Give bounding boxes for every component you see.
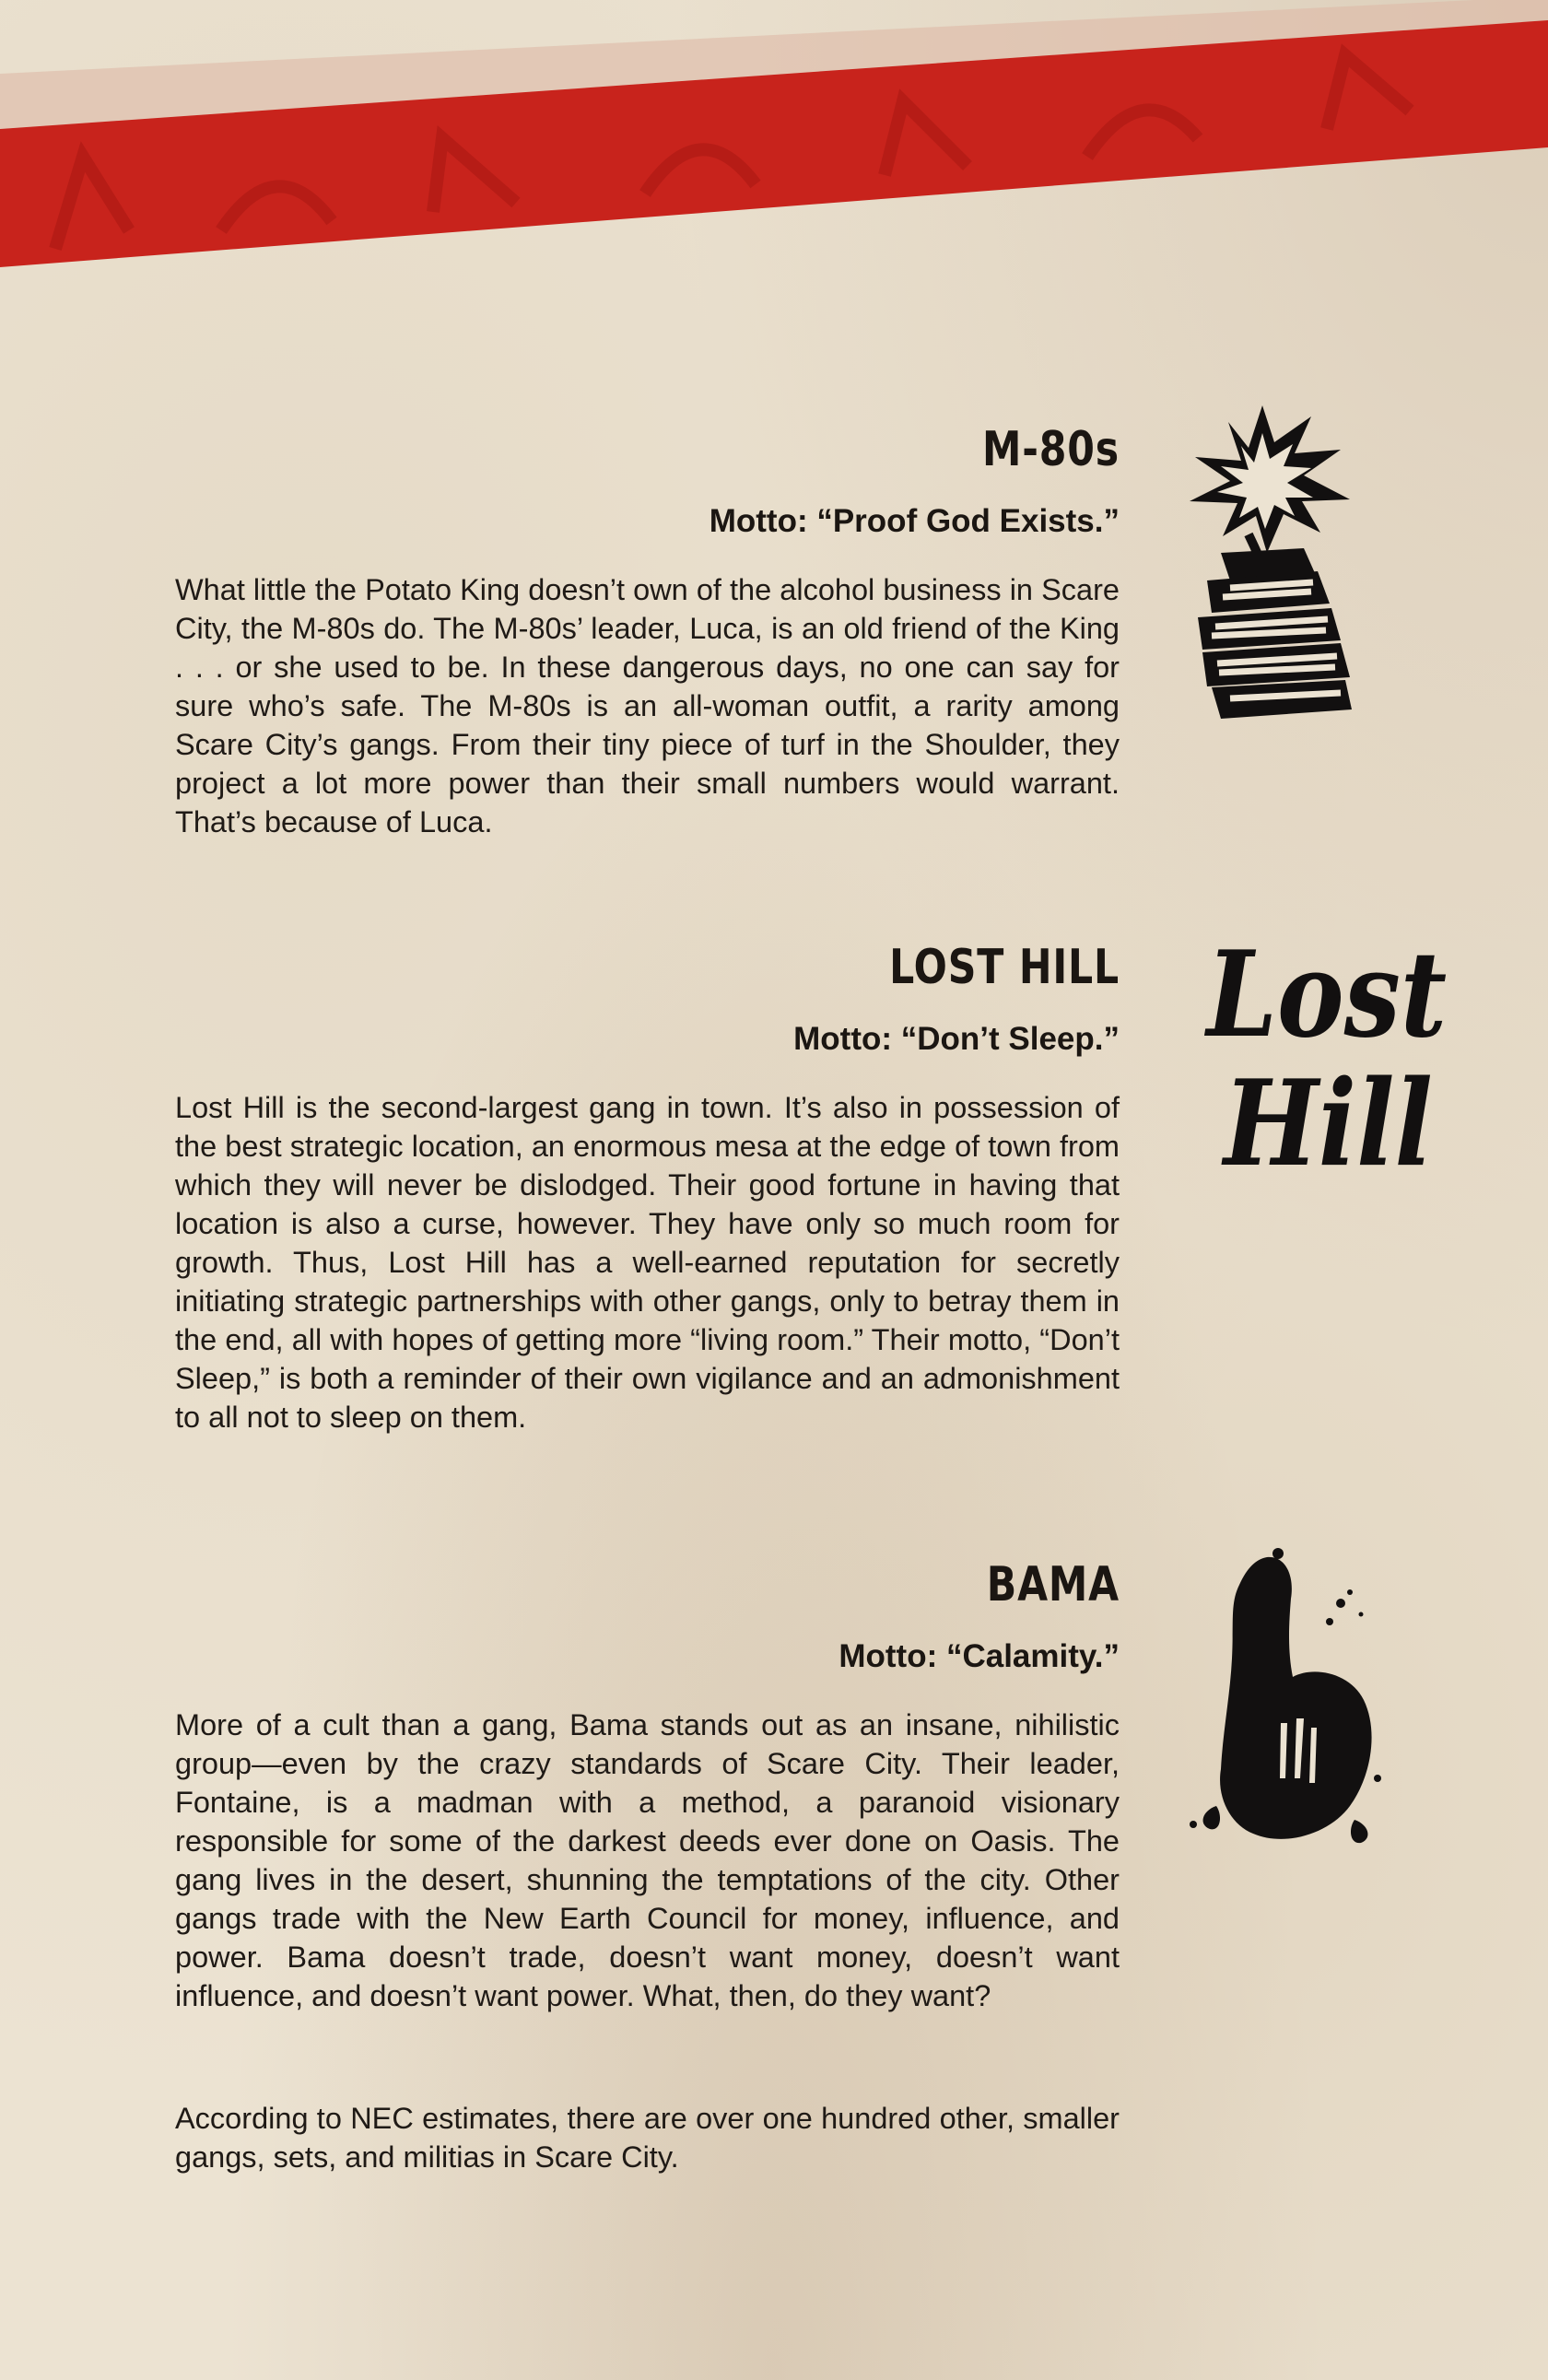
gang-section-lost-hill [175,940,1120,1436]
red-banner-stripe [0,0,1548,276]
gang-section-m80s [175,422,1120,841]
gang-description: More of a cult than a gang, Bama stands out as an insane, nihilistic group—even by the crazy standards of Scare City. Their leader, Fontaine, is a madman with a method, a paranoid visionary responsible for some of the darkest deeds ever done on Oasis. The gang lives in the desert, shunning the temptations of the city. Other gangs trade with the New Earth Council for money, influence, and power. Bama doesn’t trade, doesn’t want money, doesn’t want influence, and doesn’t want power. What, then, do they want? [175,1708,1120,2012]
gang-name: LOST HILL [889,940,1120,995]
gang-motto: Motto: “Don’t Sleep.” [793,1021,1120,1057]
gang-section-bama [175,1557,1120,2015]
lost-hill-logo [1189,926,1448,1207]
gang-name: BAMA [986,1557,1120,1612]
gang-description: Lost Hill is the second-largest gang in town. It’s also in possession of the best strategic location, an enormous mesa at the edge of town from which they will never be dislodged. Their good fortune in having that location is also a curse, however. They have only so much room for growth. Thus, Lost Hill has a well-earned reputation for secretly initiating strategic partnerships with other gangs, only to betray them in the end, all with hopes of getting more “living room.” Their motto, “Don’t Sleep,” is both a reminder of their own vigilance and an admonishment to all not to sleep on them. [175,1091,1120,1434]
dynamite-bundle-icon [1156,405,1378,719]
ink-splatter-b-icon [1166,1548,1387,1861]
gang-motto: Motto: “Calamity.” [838,1638,1120,1674]
gang-motto: Motto: “Proof God Exists.” [709,503,1120,539]
logo-text: Lost [1206,926,1448,1064]
closing-paragraph: According to NEC estimates, there are over one hundred other, smaller gangs, sets, and militias in Scare City. [175,2102,1120,2174]
logo-text: Hill [1224,1055,1433,1193]
gang-description: What little the Potato King doesn’t own of the alcohol business in Scare City, the M-80s do. The M-80s’ leader, Luca, is an old friend of the King . . . or she used to be. In these dangerous days, no one can say for sure who’s safe. The M-80s is an all-woman outfit, a rarity among Scare City’s gangs. From their tiny piece of turf in the Shoulder, they project a lot more power than their small numbers would warrant. That’s because of Luca. [175,573,1120,838]
gang-name: M-80s [982,422,1120,477]
